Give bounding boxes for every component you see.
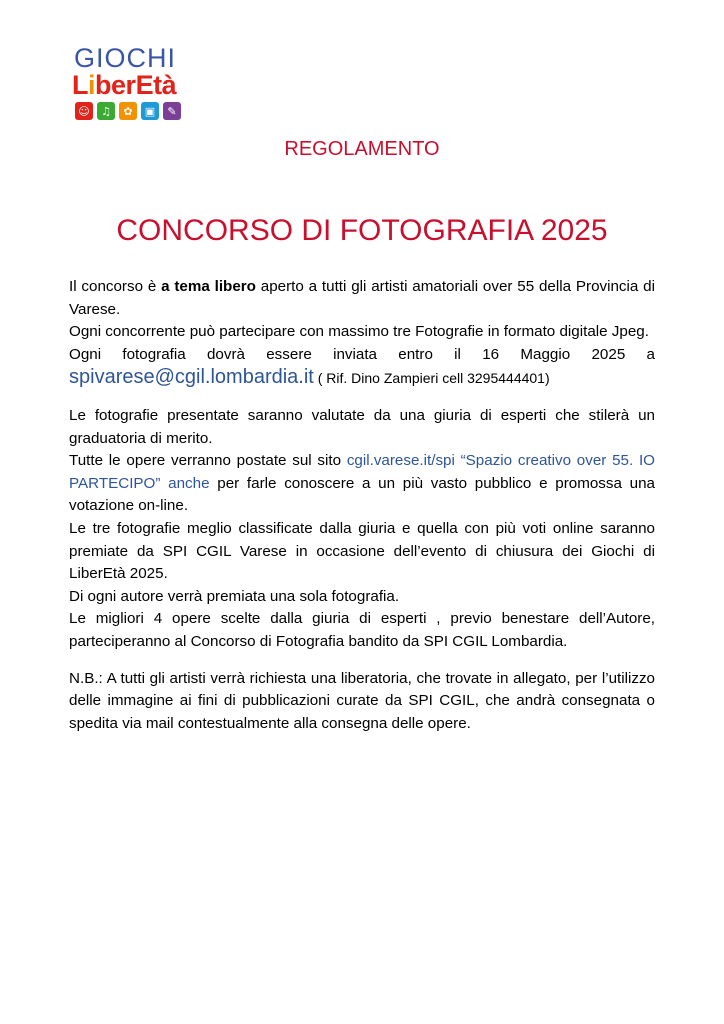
paragraph-awards: Le tre fotografie meglio classificate dalla giuria e quella con più voti online saranno premiate da SPI CGIL Varese in occasione dell’evento di chiusura dei Giochi di LiberEtà 2025. [69, 519, 655, 583]
theatre-icon: ☺ [75, 102, 93, 120]
paragraph-note: N.B.: A tutti gli artisti verrà richiesta una liberatoria, che trovate in allegato, per l’utilizzo delle immagine ai fini di pubblicazioni curate da SPI CGIL, che andrà consegnata o spedita via mail contestualmente alla consegna delle opere. [69, 669, 655, 732]
paragraph-deadline: Ogni fotografia dovrà essere inviata entro il 16 Maggio 2025 a [69, 345, 655, 363]
paragraph-jury: Le fotografie presentate saranno valutate da una giuria di esperti che stilerà un graduatoria di merito. [69, 406, 655, 447]
paragraph-format: Ogni concorrente può partecipare con massimo tre Fotografie in formato digitale Jpeg. [69, 323, 649, 341]
logo-letter: i [88, 70, 96, 100]
paragraph-regional: Le migliori 4 opere scelte dalla giuria di esperti , previo benestare dell’Autore, parteciperanno al Concorso di Fotografia bandito da SPI CGIL Lombardia. [69, 610, 655, 650]
website-link[interactable]: cgil.varese.it/spi “Spazio creativo over 55. IO PARTECIPO” anche [69, 452, 655, 492]
logo-letter: t [153, 70, 162, 100]
logo-letter: E [135, 70, 154, 100]
logo-letter: r [125, 70, 136, 100]
card-icon: ▣ [141, 102, 159, 120]
paint-icon: ✎ [163, 102, 181, 120]
text-span: Tutte le opere verranno postate sul sito [69, 452, 347, 470]
music-icon: ♫ [97, 102, 115, 120]
regolamento-heading: REGOLAMENTO [284, 138, 440, 160]
text-span: per farle conoscere a un più vasto pubblico e promossa una votazione on-line. [69, 474, 655, 515]
logo-line1: GIOCHI [74, 43, 177, 73]
theme-bold: a tema libero [161, 278, 256, 295]
paragraph-website [69, 450, 655, 518]
logo-icons [72, 102, 196, 120]
paragraph-one-per-author: Di ogni autore verrà premiata una sola fotografia. [69, 587, 400, 605]
paragraph-email [69, 366, 655, 391]
film-icon: ✿ [119, 102, 137, 120]
giochi-liberta-logo [72, 44, 196, 120]
logo-letter: à [161, 70, 177, 100]
logo-line2 [72, 72, 196, 98]
text-span: aperto a tutti gli artisti amatoriali over 55 della Provincia di Varese. [69, 278, 655, 318]
contact-reference: ( Rif. Dino Zampieri cell 3295444401) [313, 370, 550, 387]
rules-body [69, 276, 655, 735]
page-title: CONCORSO DI FOTOGRAFIA 2025 [116, 214, 608, 247]
email-link[interactable]: spivarese@cgil.lombardia.it [69, 366, 314, 389]
logo-letter: e [111, 70, 126, 100]
logo-letter: b [95, 70, 112, 100]
logo-letter: L [72, 70, 88, 100]
paragraph-intro [69, 276, 655, 321]
text-span: Il concorso è [69, 278, 162, 295]
